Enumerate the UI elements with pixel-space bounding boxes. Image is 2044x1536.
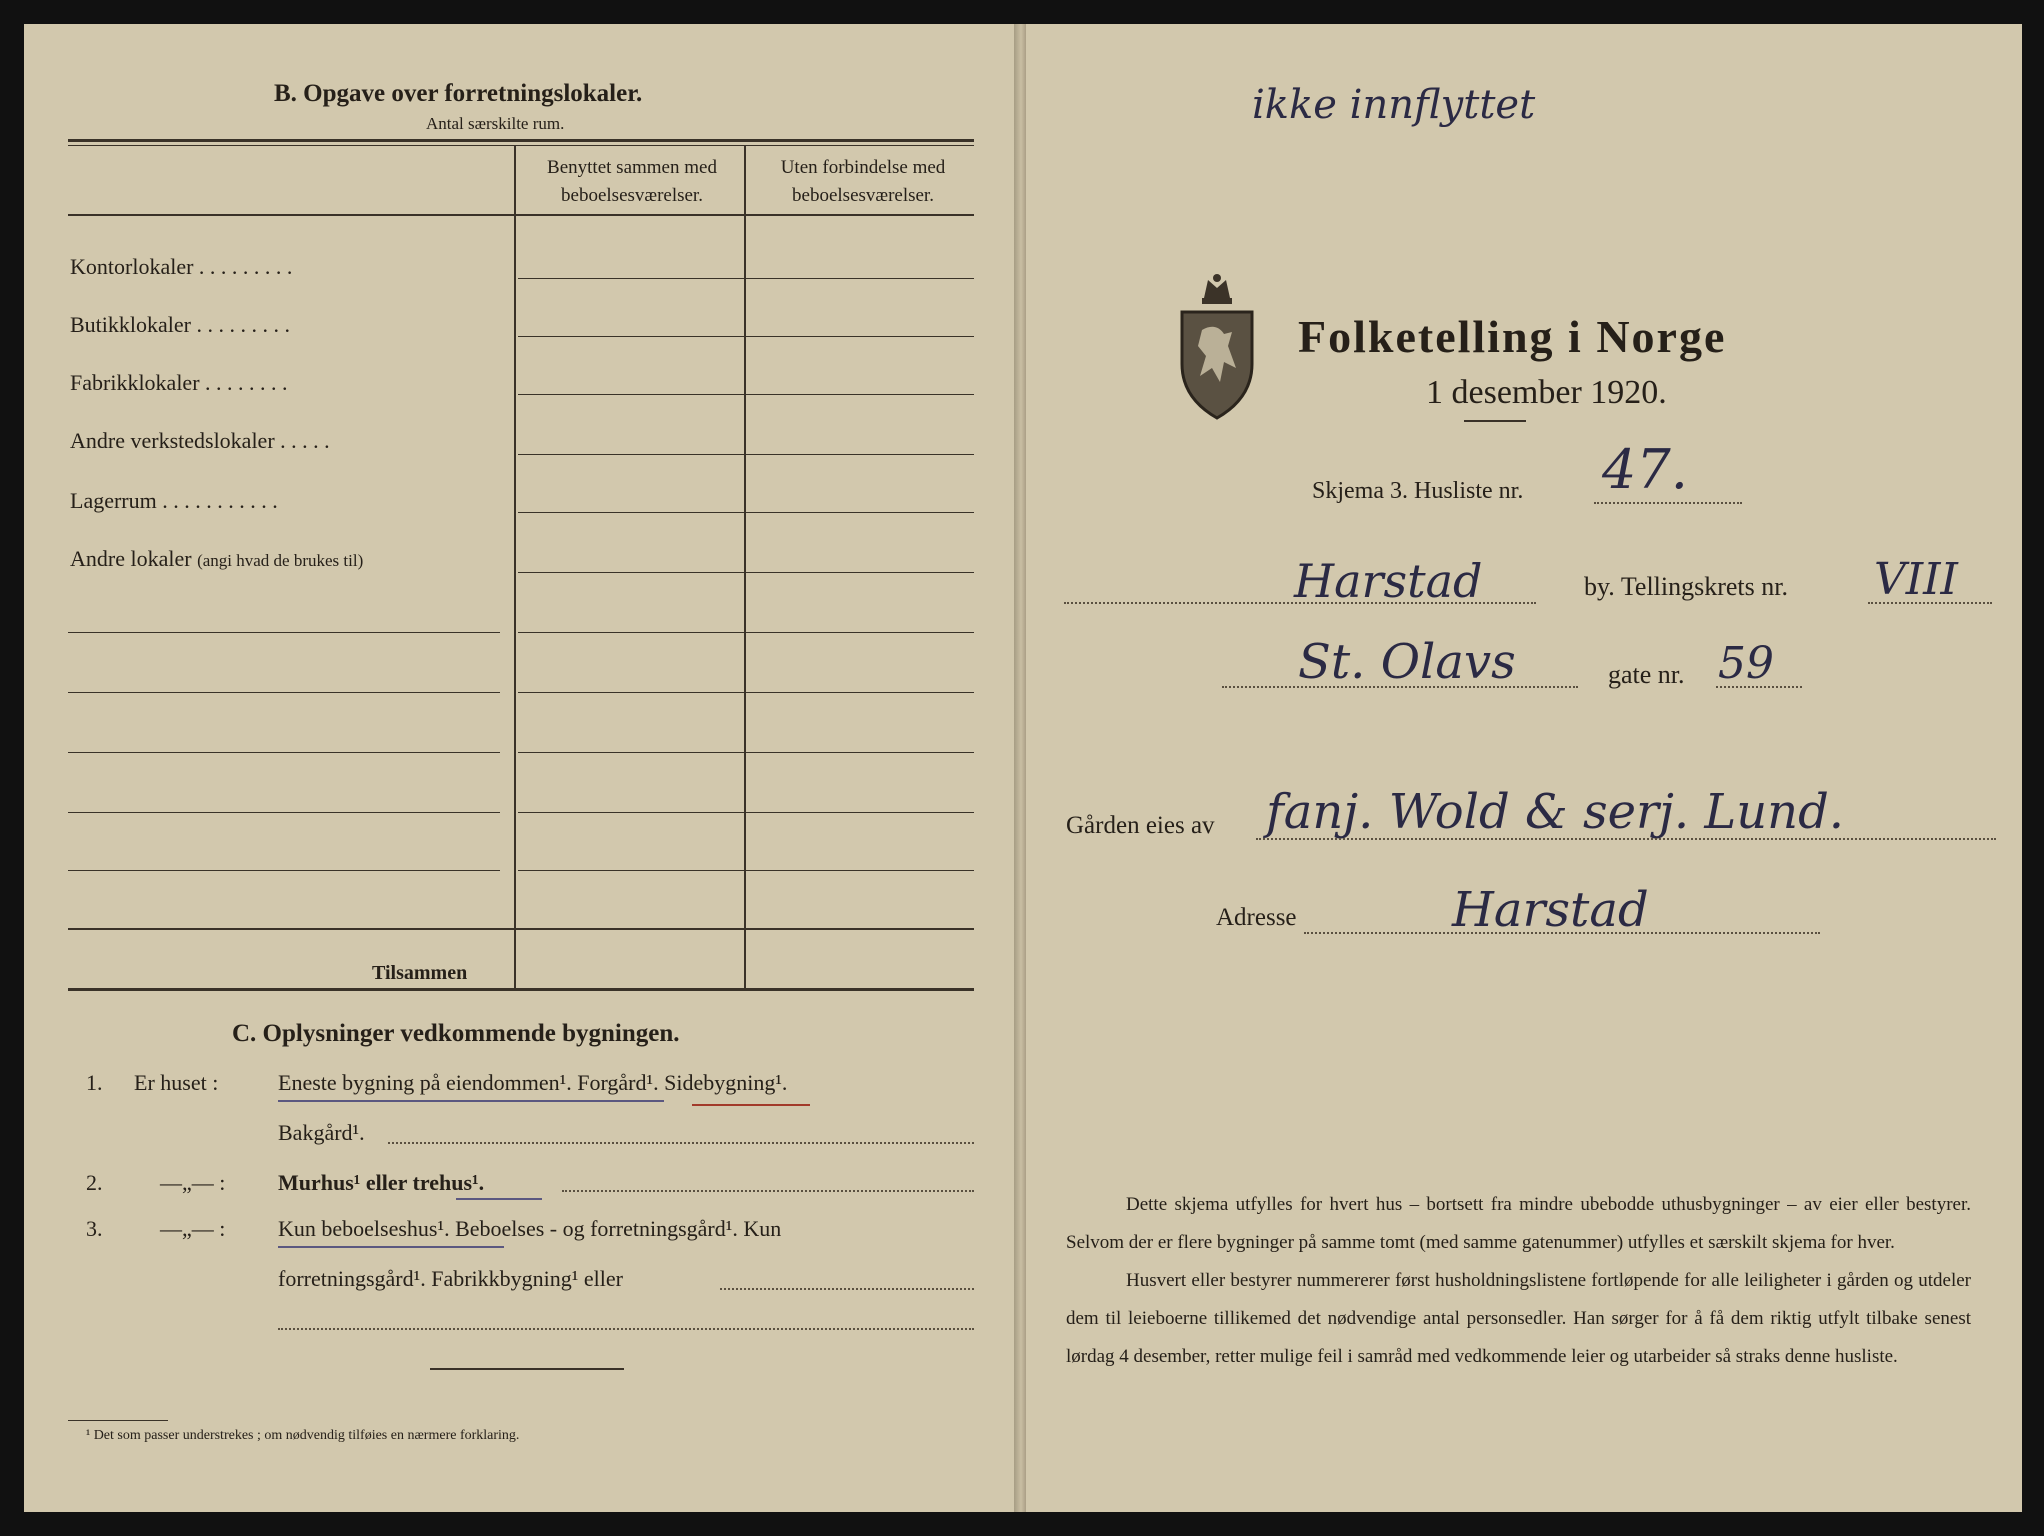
section-end-rule — [430, 1368, 624, 1370]
section-b-title: B. Opgave over forretningslokaler. — [274, 80, 643, 107]
row-rule — [518, 394, 974, 395]
underline-forgard — [692, 1104, 810, 1106]
q3-number: 3. — [86, 1216, 103, 1241]
underline-trehus — [456, 1198, 542, 1200]
q3-answer-line — [720, 1288, 974, 1290]
owner-label: Gården eies av — [1066, 812, 1215, 839]
q2-label: —„— : — [160, 1170, 226, 1195]
table-top-rule-thin — [68, 145, 974, 146]
q1-continuation: Bakgård¹. — [278, 1120, 365, 1145]
row-lagerrum: Lagerrum . . . . . . . . . . . — [70, 488, 278, 513]
underline-kun-beboelseshus — [278, 1246, 504, 1248]
gate-label: gate nr. — [1608, 660, 1685, 689]
row-andre-verksted: Andre verkstedslokaler . . . . . — [70, 428, 330, 453]
blank-line — [68, 632, 500, 633]
row-rule — [518, 870, 974, 871]
other-label: Andre lokaler — [70, 546, 192, 571]
col2-header-line2: beboelsesværelser. — [792, 185, 934, 206]
husliste-line — [1594, 502, 1742, 504]
row-rule — [518, 278, 974, 279]
header-bottom-rule — [68, 214, 974, 216]
row-fabrikklokaler: Fabrikklokaler . . . . . . . . — [70, 370, 288, 395]
q3-continuation: forretningsgård¹. Fabrikkbygning¹ eller — [278, 1266, 623, 1291]
owner-line — [1256, 838, 1996, 840]
row-rule — [518, 812, 974, 813]
adresse-value: Harstad — [1452, 882, 1649, 938]
row-andre-lokaler — [70, 546, 363, 572]
tellingskrets-number: VIII — [1874, 554, 1958, 605]
date-rule — [1464, 420, 1526, 422]
table-top-rule — [68, 139, 974, 142]
blank-line — [68, 870, 500, 871]
total-top-rule — [68, 928, 974, 930]
row-butikklokaler: Butikklokaler . . . . . . . . . — [70, 312, 290, 337]
footnote-rule — [68, 1420, 168, 1421]
q3-extra-line — [278, 1328, 974, 1330]
col1-header — [522, 154, 742, 210]
instruction-paragraph-2: Husvert eller bestyrer nummererer først husholdningslistene fortløpende for alle leiligheter i gården og utdeler dem til leieboerne tillikemed det nødvendige antal personsedler. Han sørger for å få dem riktig utfylt tilbake senest lørdag 4 desember, retter mulige feil i samråd med vedkommende leier og utarbeider så straks denne husliste. — [1066, 1270, 1971, 1367]
left-page — [24, 24, 1016, 1512]
col-divider-1 — [514, 145, 516, 989]
section-c-title: C. Oplysninger vedkommende bygningen. — [232, 1020, 680, 1047]
gate-line — [1716, 686, 1802, 688]
street-line — [1222, 686, 1578, 688]
table-bottom-rule — [68, 988, 974, 991]
instruction-paragraph-1: Dette skjema utfylles for hvert hus – bortsett fra mindre ubebodde uthusbygninger – av eier eller bestyrer. Selvom der er flere bygninger på samme tomt (med samme gatenummer) utfylles et særskilt skjema for hver. — [1066, 1194, 1971, 1253]
col-divider-2 — [744, 145, 746, 989]
blank-line — [68, 812, 500, 813]
q1-number: 1. — [86, 1070, 103, 1095]
section-b-subtitle: Antal særskilte rum. — [426, 114, 565, 133]
right-page — [1026, 24, 2022, 1512]
street-value: St. Olavs — [1298, 634, 1516, 690]
instructions — [1066, 1186, 1971, 1376]
gate-number: 59 — [1718, 638, 1774, 689]
col2-header-line1: Uten forbindelse med — [780, 157, 946, 178]
col2-header — [750, 154, 976, 210]
document-title: Folketelling i Norge — [1298, 311, 1727, 362]
census-date: 1 desember 1920. — [1426, 374, 1667, 411]
krets-line — [1868, 602, 1992, 604]
row-rule — [518, 572, 974, 573]
row-rule — [518, 692, 974, 693]
row-rule — [518, 336, 974, 337]
q3-label: —„— : — [160, 1216, 226, 1241]
q2-answer-line — [562, 1190, 974, 1192]
row-rule — [518, 512, 974, 513]
total-label: Tilsammen — [372, 962, 468, 984]
norway-coat-of-arms-icon — [1176, 272, 1258, 422]
col1-header-line1: Benyttet sammen med — [547, 157, 717, 178]
adresse-line — [1304, 932, 1820, 934]
blank-line — [68, 692, 500, 693]
row-kontorlokaler: Kontorlokaler . . . . . . . . . — [70, 254, 293, 279]
q2-options: Murhus¹ eller trehus¹. — [278, 1170, 485, 1195]
q3-options: Kun beboelseshus¹. Beboelses - og forretningsgård¹. Kun — [278, 1216, 782, 1241]
skjema-label: Skjema 3. Husliste nr. — [1312, 478, 1524, 504]
town-line — [1064, 602, 1536, 604]
col1-header-line2: beboelsesværelser. — [561, 185, 703, 206]
q1-answer-line — [388, 1142, 974, 1144]
handwritten-note: ikke innflyttet — [1252, 82, 1536, 128]
by-krets-label: by. Tellingskrets nr. — [1584, 572, 1789, 601]
underline-eneste-bygning — [278, 1100, 664, 1102]
husliste-number: 47. — [1602, 438, 1688, 501]
q1-options: Eneste bygning på eiendommen¹. Forgård¹. Sidebygning¹. — [278, 1070, 788, 1095]
adresse-label: Adresse — [1216, 904, 1297, 931]
blank-line — [68, 752, 500, 753]
town-value: Harstad — [1294, 554, 1483, 608]
q1-label: Er huset : — [134, 1070, 219, 1095]
row-rule — [518, 752, 974, 753]
owner-value: fanj. Wold & serj. Lund. — [1266, 784, 1845, 840]
other-hint: (angi hvad de brukes til) — [197, 551, 364, 570]
footnote: ¹ Det som passer understrekes ; om nødvendig tilføies en nærmere forklaring. — [86, 1428, 520, 1443]
row-rule — [518, 632, 974, 633]
row-rule — [518, 454, 974, 455]
q2-number: 2. — [86, 1170, 103, 1195]
